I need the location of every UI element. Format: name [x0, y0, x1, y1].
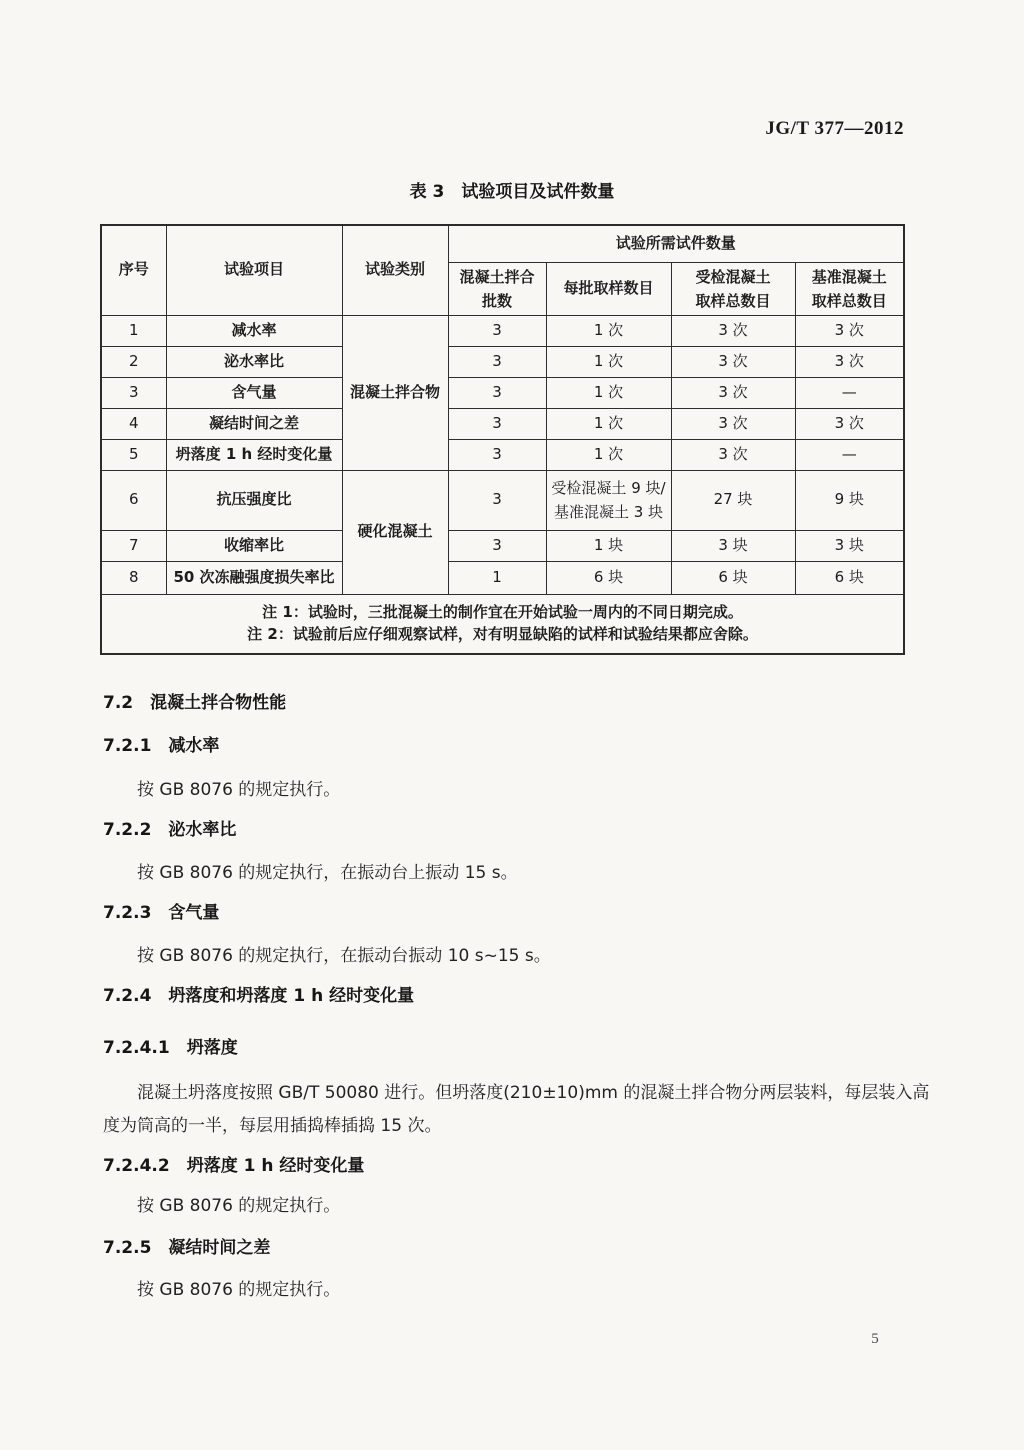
section-heading-7-2-1: 7.2.1 减水率	[103, 736, 220, 756]
cell-category-hardened-concrete: 硬化混凝土	[342, 470, 448, 594]
table-row	[101, 377, 904, 408]
table-row	[101, 439, 904, 470]
col-header-batches-line1: 混凝土拌合	[459, 267, 535, 286]
cell-per-batch: 1 次	[546, 408, 671, 439]
cell-item: 收缩率比	[166, 530, 342, 561]
table-row	[101, 530, 904, 561]
cell-tested: 3 块	[671, 530, 795, 561]
cell-item: 50 次冻融强度损失率比	[166, 561, 342, 594]
cell-reference: 3 次	[795, 346, 904, 377]
cell-batches: 3	[448, 408, 546, 439]
table-notes	[101, 594, 904, 654]
table-note-1: 注 1：试验时，三批混凝土的制作宜在开始试验一周内的不同日期完成。	[262, 603, 743, 621]
cell-batches: 3	[448, 315, 546, 346]
cell-seq: 5	[101, 439, 166, 470]
cell-seq: 3	[101, 377, 166, 408]
cell-reference: —	[795, 377, 904, 408]
cell-reference: —	[795, 439, 904, 470]
table-row	[101, 346, 904, 377]
cell-tested: 3 次	[671, 408, 795, 439]
cell-item: 泌水率比	[166, 346, 342, 377]
cell-per-batch: 1 次	[546, 439, 671, 470]
cell-per-batch-line1: 受检混凝土 9 块/	[551, 479, 666, 497]
cell-seq: 7	[101, 530, 166, 561]
section-heading-7-2-4: 7.2.4 坍落度和坍落度 1 h 经时变化量	[103, 986, 415, 1006]
cell-reference: 6 块	[795, 561, 904, 594]
cell-seq: 4	[101, 408, 166, 439]
cell-per-batch: 1 块	[546, 530, 671, 561]
col-header-batches	[448, 262, 546, 315]
cell-item: 减水率	[166, 315, 342, 346]
col-header-reference-line2: 取样总数目	[811, 291, 887, 310]
table-header-row-group	[101, 225, 904, 262]
cell-per-batch: 1 次	[546, 346, 671, 377]
cell-tested: 3 次	[671, 315, 795, 346]
col-header-tested-total	[671, 262, 795, 315]
col-header-item: 试验项目	[166, 225, 342, 315]
col-header-category: 试验类别	[342, 225, 448, 315]
cell-batches: 1	[448, 561, 546, 594]
cell-per-batch: 1 次	[546, 377, 671, 408]
cell-tested: 6 块	[671, 561, 795, 594]
page-number: 5	[871, 1331, 879, 1347]
cell-batches: 3	[448, 377, 546, 408]
section-para-7-2-1: 按 GB 8076 的规定执行。	[137, 780, 341, 800]
table-row	[101, 561, 904, 594]
cell-tested: 27 块	[671, 470, 795, 530]
col-header-tested-line1: 受检混凝土	[695, 267, 771, 286]
section-heading-7-2-3: 7.2.3 含气量	[103, 903, 220, 923]
doc-code: JG/T 377—2012	[765, 118, 904, 139]
section-heading-7-2-5: 7.2.5 凝结时间之差	[103, 1238, 271, 1258]
cell-item: 抗压强度比	[166, 470, 342, 530]
cell-item: 坍落度 1 h 经时变化量	[166, 439, 342, 470]
section-heading-7-2-4-2: 7.2.4.2 坍落度 1 h 经时变化量	[103, 1156, 365, 1176]
cell-batches: 3	[448, 439, 546, 470]
col-header-seq: 序号	[101, 225, 166, 315]
section-para-7-2-4-1: 混凝土坍落度按照 GB/T 50080 进行。但坍落度(210±10)mm 的混凝土拌合物分两层装料，每层装入高度为筒高的一半，每层用插捣棒插捣 15 次。	[103, 1083, 930, 1136]
cell-tested: 3 次	[671, 346, 795, 377]
cell-item: 含气量	[166, 377, 342, 408]
section-heading-7-2: 7.2 混凝土拌合物性能	[103, 693, 287, 713]
col-group-header-specimen-count: 试验所需试件数量	[448, 225, 904, 262]
cell-reference: 3 次	[795, 315, 904, 346]
table-note-2: 注 2：试验前后应仔细观察试样，对有明显缺陷的试样和试验结果都应舍除。	[247, 624, 758, 643]
table-title: 表 3 试验项目及试件数量	[409, 182, 615, 202]
section-para-7-2-4-2: 按 GB 8076 的规定执行。	[137, 1196, 341, 1216]
cell-seq: 6	[101, 470, 166, 530]
cell-per-batch: 1 次	[546, 315, 671, 346]
table-row	[101, 315, 904, 346]
cell-reference: 3 块	[795, 530, 904, 561]
cell-seq: 1	[101, 315, 166, 346]
section-para-7-2-3: 按 GB 8076 的规定执行，在振动台振动 10 s~15 s。	[137, 946, 551, 966]
col-header-per-batch: 每批取样数目	[546, 262, 671, 315]
table-3-test-items	[100, 224, 905, 655]
cell-batches: 3	[448, 470, 546, 530]
col-header-reference-total	[795, 262, 904, 315]
cell-batches: 3	[448, 530, 546, 561]
table-notes-row	[101, 594, 904, 654]
table-row	[101, 408, 904, 439]
col-header-tested-line2: 取样总数目	[695, 291, 771, 310]
cell-batches: 3	[448, 346, 546, 377]
cell-category-fresh-concrete: 混凝土拌合物	[342, 315, 448, 470]
cell-seq: 2	[101, 346, 166, 377]
cell-reference: 9 块	[795, 470, 904, 530]
cell-tested: 3 次	[671, 439, 795, 470]
cell-tested: 3 次	[671, 377, 795, 408]
cell-seq: 8	[101, 561, 166, 594]
section-para-7-2-5: 按 GB 8076 的规定执行。	[137, 1280, 341, 1300]
section-para-7-2-2: 按 GB 8076 的规定执行，在振动台上振动 15 s。	[137, 863, 518, 883]
col-header-batches-line2: 批数	[481, 291, 512, 310]
cell-reference: 3 次	[795, 408, 904, 439]
cell-item: 凝结时间之差	[166, 408, 342, 439]
cell-per-batch	[546, 470, 671, 530]
section-heading-7-2-2: 7.2.2 泌水率比	[103, 820, 237, 840]
cell-per-batch: 6 块	[546, 561, 671, 594]
cell-per-batch-line2: 基准混凝土 3 块	[553, 503, 664, 521]
col-header-reference-line1: 基准混凝土	[811, 267, 887, 286]
section-heading-7-2-4-1: 7.2.4.1 坍落度	[103, 1038, 238, 1058]
table-row	[101, 470, 904, 530]
